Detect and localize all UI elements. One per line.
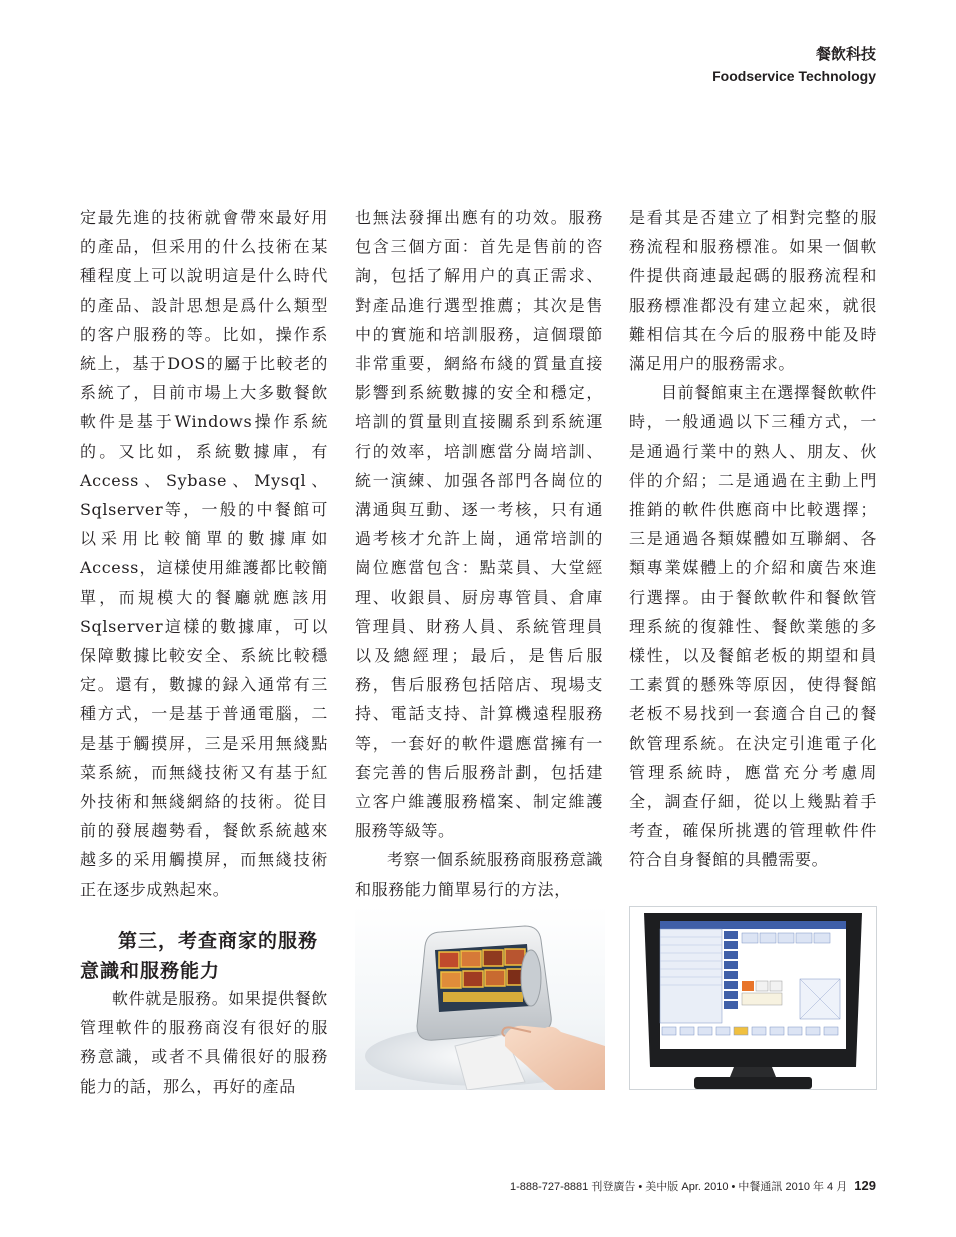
monitor-stand xyxy=(694,1077,812,1089)
article-column-3 xyxy=(629,203,877,875)
footer-text: 1-888-727-8881 刊登廣告 • 美中版 Apr. 2010 • 中餐通訊 2010 年 4 月 xyxy=(510,1181,848,1193)
pos-monitor-illustration xyxy=(630,907,876,1089)
column-3-paragraph-1: 是看其是否建立了相對完整的服務流程和服務標准。如果一個軟件提供商連最起碼的服務流程和服務標准都没有建立起來，就很難相信其在今后的服務中能及時滿足用户的服務需求。 xyxy=(629,208,877,374)
food-icon-grid xyxy=(439,949,527,1002)
touch-ordering-device-photo xyxy=(355,906,605,1090)
section-heading-line-1: 第三，考查商家的服務 xyxy=(118,930,319,952)
column-3-paragraph-2: 目前餐館東主在選擇餐飲軟件時，一般通過以下三種方式，一是通過行業中的熟人、朋友、伙伴的介紹；二是通過在主動上門推銷的軟件供應商中比較選擇；三是通過各類媒體如互聯網、各類專業媒體上的介紹和廣告來進行選擇。由于餐飲軟件和餐飲管理系統的復雜性、餐飲業態的多樣性，以及餐館老板的期望和員工素質的懸殊等原因，使得餐館老板不易找到一套適合自己的餐飲管理系統。在決定引進電子化管理系統時，應當充分考慮周全，調查仔細，從以上幾點着手考查，確保所挑選的管理軟件件符合自身餐館的具體需要。 xyxy=(629,383,877,870)
article-column-2 xyxy=(355,203,603,904)
section-heading-line-2: 意識和服務能力 xyxy=(80,960,221,982)
page-number: 129 xyxy=(854,1178,876,1193)
column-2-paragraph-1: 也無法發揮出應有的功效。服務包含三個方面：首先是售前的咨詢，包括了解用户的真正需求、對產品進行選型推薦；其次是售中的實施和培訓服務，這個環節非常重要，網絡布綫的質量直接影響到系統數據的安全和穩定，培訓的質量則直接關系到系統運行的效率，培訓應當分崗培訓、統一演練、加强各部門各崗位的溝通與互動、逐一考核，只有通過考核才允許上崗，通常培訓的崗位應當包含：點菜員、大堂經理、收銀員、厨房專管員、倉庫管理員、財務人員、系統管理員以及總經理；最后，是售后服務，售后服務包括陪店、現場支持、電話支持、計算機遠程服務等，一套好的軟件還應當擁有一套完善的售后服務計劃，包括建立客户維護服務檔案、制定維護服務等級等。 xyxy=(355,208,603,841)
section-heading xyxy=(80,926,328,986)
section-body xyxy=(80,984,328,1101)
article-column-1 xyxy=(80,203,328,904)
section-header xyxy=(712,44,876,86)
section-title-chinese: 餐飲科技 xyxy=(815,46,876,63)
touch-device-illustration xyxy=(355,906,605,1090)
section-title-english: Foodservice Technology xyxy=(712,68,876,84)
section-body-paragraph: 軟件就是服務。如果提供餐飲管理軟件的服務商沒有很好的服務意識，或者不具備很好的服務能力的話，那么，再好的產品 xyxy=(80,989,328,1096)
column-1-paragraph: 定最先進的技術就會帶來最好用的產品，但采用的什么技術在某種程度上可以說明這是什么時代的產品、設計思想是爲什么類型的客户服務的等。比如，操作系統上，基于DOS的屬于比較老的系統了，目前市場上大多數餐飲軟件是基于Windows操作系統的。又比如，系統數據庫，有Access、Sybase、Mysql、Sqlserver等，一般的中餐館可以采用比較簡單的數據庫如Access，這樣使用維護都比較簡單，而規模大的餐廳就應該用Sqlserver這樣的數據庫，可以保障數據比較安全、系統比較穩定。還有，數據的録入通常有三種方式，一是基于普通電腦，二是基于觸摸屏，三是采用無綫點菜系統，而無綫技術又有基于紅外技術和無綫網絡的技術。從目前的發展趨勢看，餐飲系統越來越多的采用觸摸屏，而無綫技術正在逐步成熟起來。 xyxy=(80,208,328,899)
pos-monitor-photo xyxy=(629,906,877,1090)
column-2-paragraph-2: 考察一個系統服務商服務意識和服務能力簡單易行的方法， xyxy=(355,850,603,899)
page-footer xyxy=(510,1178,876,1194)
